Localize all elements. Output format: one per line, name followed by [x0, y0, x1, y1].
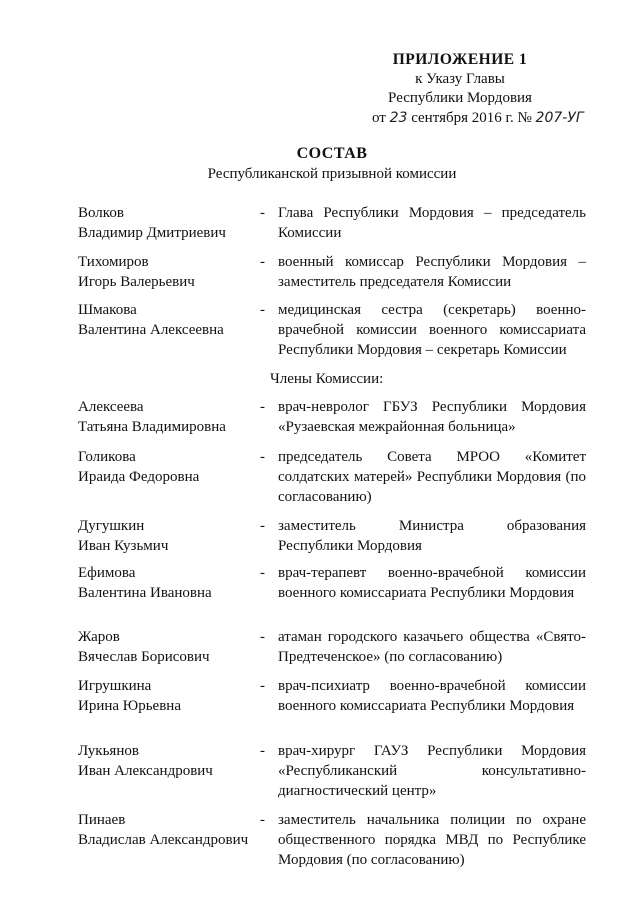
member-role: врач-психиатр военно-врачебной комиссии военного комиссариата Республики Мордовия: [278, 678, 586, 714]
member-role: медицинская сестра (секретарь) военно-врачебной комиссии военного комиссариата Республики Мордовия – секретарь Комиссии: [278, 302, 586, 358]
annex-line-1: к Указу Главы: [415, 70, 505, 87]
dash-separator: -: [260, 629, 265, 645]
member-surname: Игрушкина: [78, 678, 152, 694]
member-role: атаман городского казачьего общества «Свято-Предтеченское» (по согласованию): [278, 629, 586, 665]
annex-date-line: [340, 109, 584, 129]
member-given-name: Татьяна Владимировна: [78, 419, 226, 435]
member-name: [78, 741, 258, 781]
member-role: врач-терапевт военно-врачебной комиссии военного комиссариата Республики Мордовия: [278, 565, 586, 601]
member-given-name: Владимир Дмитриевич: [78, 225, 226, 241]
member-name: [78, 252, 258, 292]
member-given-name: Ирина Юрьевна: [78, 698, 181, 714]
member-given-name: Иван Александрович: [78, 763, 213, 779]
member-surname: Лукьянов: [78, 743, 139, 759]
member-role: заместитель Министра образования Республики Мордовия: [278, 518, 586, 554]
annex-date-rest: сентября 2016 г.: [411, 109, 514, 126]
member-name: [78, 203, 258, 243]
member-surname: Дугушкин: [78, 518, 145, 534]
member-role: военный комиссар Республики Мордовия – заместитель председателя Комиссии: [278, 254, 586, 290]
dash-separator: -: [260, 205, 265, 221]
dash-separator: -: [260, 743, 265, 759]
member-surname: Ефимова: [78, 565, 136, 581]
member-role: врач-хирург ГАУЗ Республики Мордовия «Республиканский консультативно-диагностический центр»: [278, 743, 586, 799]
member-surname: Жаров: [78, 629, 120, 645]
dash-separator: -: [260, 449, 265, 465]
member-surname: Волков: [78, 205, 124, 221]
annex-date-day: 23: [389, 109, 408, 126]
member-given-name: Ираида Федоровна: [78, 469, 200, 485]
document-title: СОСТАВ: [296, 145, 368, 162]
member-name: [78, 516, 258, 556]
dash-separator: -: [260, 254, 265, 270]
member-role: Глава Республики Мордовия – председатель Комиссии: [278, 205, 586, 241]
member-name: [78, 397, 258, 437]
member-role: заместитель начальника полиции по охране общественного порядка МВД по Республике Мордовия (по согласованию): [278, 812, 586, 868]
member-name: [78, 810, 258, 850]
dash-separator: -: [260, 812, 265, 828]
member-given-name: Иван Кузьмич: [78, 538, 169, 554]
annex-title: ПРИЛОЖЕНИЕ 1: [392, 51, 528, 68]
member-surname: Шмакова: [78, 302, 137, 318]
annex-line-2: Республики Мордовия: [388, 90, 532, 106]
member-surname: Пинаев: [78, 812, 126, 828]
member-name: [78, 676, 258, 716]
annex-number-value: 207-УГ: [535, 109, 584, 126]
member-name: [78, 447, 258, 487]
member-surname: Голикова: [78, 449, 136, 465]
annex-date-prefix: от: [372, 109, 386, 126]
member-given-name: Валентина Алексеевна: [78, 322, 224, 338]
member-given-name: Игорь Валерьевич: [78, 274, 195, 290]
document-subtitle: Республиканской призывной комиссии: [207, 166, 457, 182]
member-surname: Алексеева: [78, 399, 144, 415]
annex-number-sign: №: [517, 109, 532, 126]
dash-separator: -: [260, 565, 265, 581]
document-header: [0, 144, 640, 184]
annex-block: [340, 50, 584, 128]
member-given-name: Владислав Александрович: [78, 832, 249, 848]
member-given-name: Вячеслав Борисович: [78, 649, 210, 665]
member-name: [78, 627, 258, 667]
member-name: [78, 563, 258, 603]
member-role: врач-невролог ГБУЗ Республики Мордовия «Рузаевская межрайонная больница»: [278, 399, 586, 435]
dash-separator: -: [260, 678, 265, 694]
dash-separator: -: [260, 399, 265, 415]
member-role: председатель Совета МРОО «Комитет солдатских матерей» Республики Мордовия (по согласованию): [278, 449, 586, 505]
member-given-name: Валентина Ивановна: [78, 585, 212, 601]
dash-separator: -: [260, 302, 265, 318]
member-surname: Тихомиров: [78, 254, 149, 270]
members-heading: Члены Комиссии:: [270, 371, 384, 387]
dash-separator: -: [260, 518, 265, 534]
member-name: [78, 300, 258, 340]
